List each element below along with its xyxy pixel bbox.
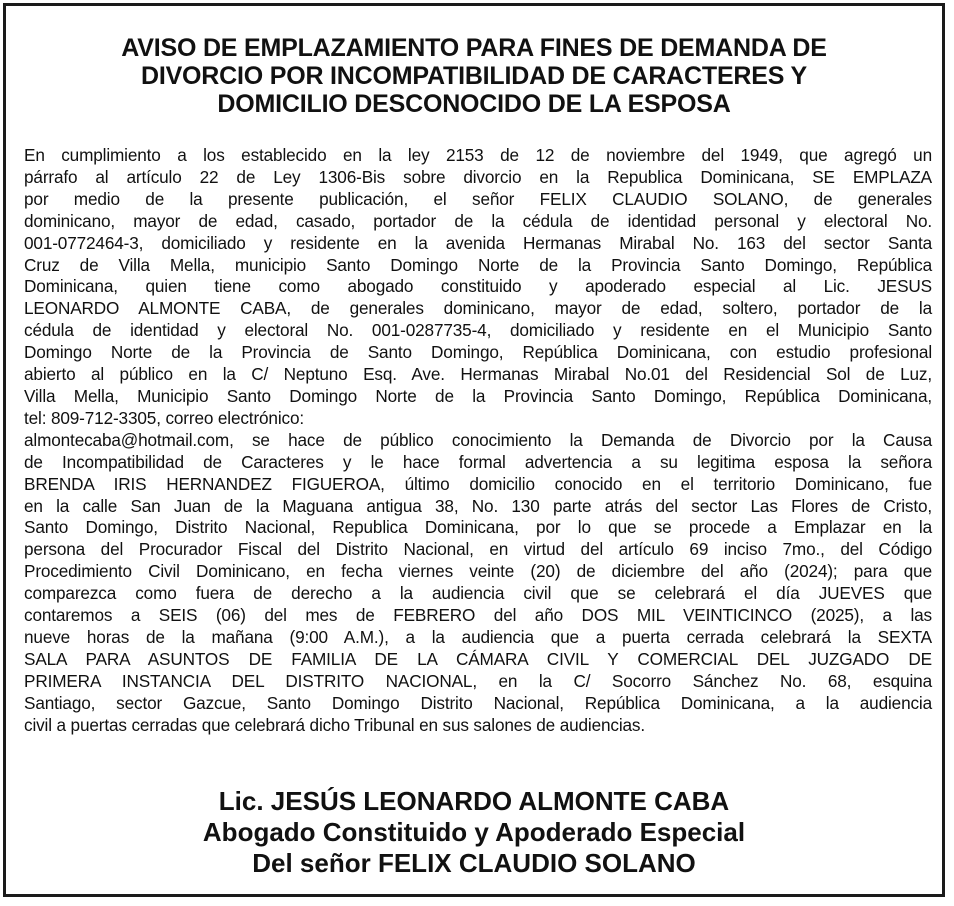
signature-name: Lic. JESÚS LEONARDO ALMONTE CABA <box>218 786 730 816</box>
body-line: Santiago, sector Gazcue, Santo Domingo Distrito Nacional, República Dominicana, a la audiencia <box>24 692 932 713</box>
notice-body <box>24 145 932 736</box>
signature-role: Abogado Constituido y Apoderado Especial <box>202 817 746 847</box>
body-line: en la calle San Juan de la Maguana antigua 38, No. 130 parte atrás del sector Las Flores de Cristo, <box>24 495 932 516</box>
body-line: nueve horas de la mañana (9:00 A.M.), a la audiencia que a puerta cerrada celebrará la SEXTA <box>24 626 932 647</box>
notice-title <box>6 34 942 118</box>
body-line: 001-0772464-3, domiciliado y residente en la avenida Hermanas Mirabal No. 163 del sector Santa <box>24 232 932 253</box>
body-line: LEONARDO ALMONTE CABA, de generales dominicano, mayor de edad, soltero, portador de la <box>24 298 932 319</box>
body-line: almontecaba@hotmail.com, se hace de público conocimiento la Demanda de Divorcio por la Causa <box>24 429 932 450</box>
body-line: dominicano, mayor de edad, casado, portador de la cédula de identidad personal y electoral No. <box>24 210 932 231</box>
notice-title-line-1: AVISO DE EMPLAZAMIENTO PARA FINES DE DEMANDA DE <box>121 34 827 62</box>
signature-client: Del señor FELIX CLAUDIO SOLANO <box>252 848 696 878</box>
notice-frame <box>3 3 945 897</box>
body-line: PRIMERA INSTANCIA DEL DISTRITO NACIONAL, en la C/ Socorro Sánchez No. 68, esquina <box>24 670 932 691</box>
body-line: persona del Procurador Fiscal del Distrito Nacional, en virtud del artículo 69 inciso 7mo., del Código <box>24 539 932 560</box>
notice-title-line-2: DIVORCIO POR INCOMPATIBILIDAD DE CARACTERES Y <box>140 62 808 90</box>
body-line: Cruz de Villa Mella, municipio Santo Domingo Norte de la Provincia Santo Domingo, República <box>24 254 932 275</box>
signature-block <box>6 786 942 879</box>
body-line-final: civil a puertas cerradas que celebrará dicho Tribunal en sus salones de audiencias. <box>24 714 645 735</box>
body-line: contaremos a SEIS (06) del mes de FEBRERO del año DOS MIL VEINTICINCO (2025), a las <box>24 605 932 626</box>
body-line: BRENDA IRIS HERNANDEZ FIGUEROA, último domicilio conocido en el territorio Dominicano, fue <box>24 473 932 494</box>
body-line: Villa Mella, Municipio Santo Domingo Norte de la Provincia Santo Domingo, República Dominicana, <box>24 385 932 406</box>
body-line: cédula de identidad y electoral No. 001-0287735-4, domiciliado y residente en el Municipio Santo <box>24 320 932 341</box>
body-line-contact: tel: 809-712-3305, correo electrónico: <box>24 407 304 428</box>
body-line: por medio de la presente publicación, el señor FELIX CLAUDIO SOLANO, de generales <box>24 188 932 209</box>
body-line: Domingo Norte de la Provincia de Santo Domingo, República Dominicana, con estudio profesional <box>24 342 932 363</box>
body-line: Santo Domingo, Distrito Nacional, Republica Dominicana, por lo que se procede a Emplazar en la <box>24 517 932 538</box>
body-line: comparezca como fuera de derecho a la audiencia civil que se celebrará el día JUEVES que <box>24 583 932 604</box>
body-line: abierto al público en la C/ Neptuno Esq. Ave. Hermanas Mirabal No.01 del Residencial Sol de Luz, <box>24 364 932 385</box>
notice-title-line-3: DOMICILIO DESCONOCIDO DE LA ESPOSA <box>217 90 731 118</box>
body-line: En cumplimiento a los establecido en la ley 2153 de 12 de noviembre del 1949, que agregó un <box>24 145 932 165</box>
body-line: Procedimiento Civil Dominicano, en fecha viernes veinte (20) de diciembre del año (2024); para que <box>24 561 932 582</box>
body-line: de Incompatibilidad de Caracteres y le hace formal advertencia a su legitima esposa la señora <box>24 451 932 472</box>
body-line: SALA PARA ASUNTOS DE FAMILIA DE LA CÁMARA CIVIL Y COMERCIAL DEL JUZGADO DE <box>24 648 932 669</box>
body-line: párrafo al artículo 22 de Ley 1306-Bis sobre divorcio en la Republica Dominicana, SE EMPLAZA <box>24 166 932 187</box>
body-line: Dominicana, quien tiene como abogado constituido y apoderado especial al Lic. JESUS <box>24 276 932 297</box>
